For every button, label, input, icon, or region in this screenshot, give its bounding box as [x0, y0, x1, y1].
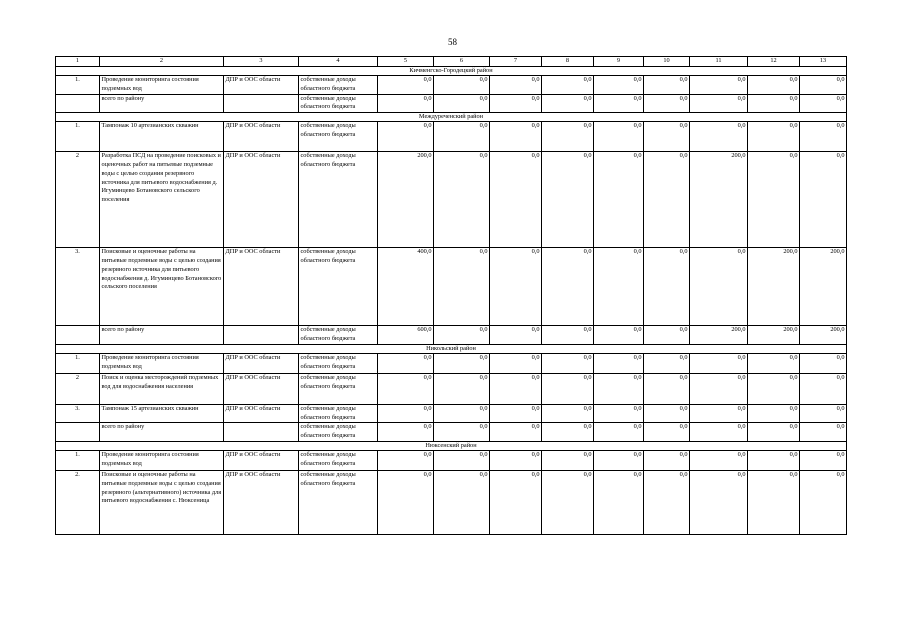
value-cell: 0,0: [748, 94, 800, 113]
funding-source: собственные доходы областного бюджета: [299, 248, 378, 326]
value-cell: 0,0: [800, 152, 847, 248]
district-heading-row: [56, 113, 847, 122]
value-cell: 0,0: [542, 94, 594, 113]
value-cell: 0,0: [800, 76, 847, 95]
value-cell: 0,0: [800, 353, 847, 373]
value-cell: 0,0: [748, 152, 800, 248]
column-header: 10: [644, 57, 690, 67]
table-row: [56, 122, 847, 152]
column-header: 2: [100, 57, 224, 67]
value-cell: 0,0: [748, 122, 800, 152]
table-body: [56, 57, 847, 535]
value-cell: 200,0: [690, 152, 748, 248]
value-cell: 0,0: [594, 404, 644, 423]
value-cell: 0,0: [690, 353, 748, 373]
value-cell: 0,0: [594, 248, 644, 326]
row-number: 1.: [56, 76, 100, 95]
activity-name: Разработка ПСД на проведение поисковых и оценочных работ на питьевые подземные воды с целью создания резервного источника для питьевого водоснабжения д. Игуминцево Ботановского сельского поселения: [100, 152, 224, 248]
value-cell: 0,0: [490, 470, 542, 534]
value-cell: 0,0: [490, 94, 542, 113]
executor: [224, 423, 299, 442]
funding-source: собственные доходы областного бюджета: [299, 94, 378, 113]
value-cell: 0,0: [594, 94, 644, 113]
value-cell: 0,0: [378, 423, 434, 442]
value-cell: 0,0: [542, 122, 594, 152]
value-cell: 200,0: [800, 326, 847, 345]
value-cell: 0,0: [490, 326, 542, 345]
value-cell: 600,0: [378, 326, 434, 345]
table-row: [56, 423, 847, 442]
funding-source: собственные доходы областного бюджета: [299, 404, 378, 423]
executor: ДПР и ООС области: [224, 450, 299, 470]
value-cell: 0,0: [542, 326, 594, 345]
value-cell: 200,0: [748, 326, 800, 345]
funding-source: собственные доходы областного бюджета: [299, 470, 378, 534]
value-cell: 0,0: [644, 122, 690, 152]
funding-source: собственные доходы областного бюджета: [299, 373, 378, 404]
table-row: [56, 76, 847, 95]
table-row: [56, 404, 847, 423]
value-cell: 0,0: [542, 76, 594, 95]
column-header: 12: [748, 57, 800, 67]
value-cell: 0,0: [490, 404, 542, 423]
table-row: [56, 248, 847, 326]
district-heading-row: [56, 344, 847, 353]
value-cell: 0,0: [434, 326, 490, 345]
funding-source: собственные доходы областного бюджета: [299, 423, 378, 442]
executor: [224, 94, 299, 113]
value-cell: 0,0: [490, 353, 542, 373]
value-cell: 0,0: [378, 373, 434, 404]
district-heading-row: [56, 441, 847, 450]
value-cell: 0,0: [594, 122, 644, 152]
value-cell: 0,0: [644, 76, 690, 95]
activity-name: Поиск и оценка месторождений подземных вод для водоснабжения населения: [100, 373, 224, 404]
value-cell: 0,0: [490, 423, 542, 442]
value-cell: 0,0: [800, 470, 847, 534]
funding-source: собственные доходы областного бюджета: [299, 76, 378, 95]
value-cell: 0,0: [690, 423, 748, 442]
activity-name: Поисковые и оценочные работы на питьевые подземные воды с целью создания резервного источника для питьевого водоснабжения д. Игуминцево Ботановского сельского поселения: [100, 248, 224, 326]
value-cell: 0,0: [644, 423, 690, 442]
value-cell: 0,0: [378, 122, 434, 152]
value-cell: 0,0: [748, 470, 800, 534]
value-cell: 0,0: [644, 470, 690, 534]
row-number: 1.: [56, 353, 100, 373]
activity-name: всего по району: [100, 423, 224, 442]
executor: ДПР и ООС области: [224, 470, 299, 534]
district-heading-row: [56, 67, 847, 76]
executor: ДПР и ООС области: [224, 122, 299, 152]
column-header: 5: [378, 57, 434, 67]
value-cell: 0,0: [690, 373, 748, 404]
value-cell: 0,0: [542, 353, 594, 373]
value-cell: 0,0: [378, 76, 434, 95]
activity-name: Проведение мониторинга состояния подземных вод: [100, 76, 224, 95]
value-cell: 0,0: [594, 76, 644, 95]
value-cell: 0,0: [594, 326, 644, 345]
value-cell: 0,0: [434, 152, 490, 248]
value-cell: 0,0: [542, 423, 594, 442]
value-cell: 0,0: [542, 470, 594, 534]
value-cell: 0,0: [594, 470, 644, 534]
activity-name: Проведение мониторинга состояния подземных вод: [100, 450, 224, 470]
activity-name: всего по району: [100, 94, 224, 113]
value-cell: 0,0: [800, 94, 847, 113]
value-cell: 0,0: [644, 248, 690, 326]
value-cell: 200,0: [800, 248, 847, 326]
value-cell: 0,0: [594, 423, 644, 442]
value-cell: 0,0: [644, 152, 690, 248]
value-cell: 0,0: [690, 470, 748, 534]
value-cell: 0,0: [434, 470, 490, 534]
value-cell: 0,0: [644, 404, 690, 423]
executor: ДПР и ООС области: [224, 353, 299, 373]
table-row: [56, 94, 847, 113]
value-cell: 0,0: [542, 373, 594, 404]
row-number: 3.: [56, 248, 100, 326]
value-cell: 0,0: [644, 353, 690, 373]
value-cell: 0,0: [378, 470, 434, 534]
column-header: 9: [594, 57, 644, 67]
value-cell: 200,0: [690, 326, 748, 345]
table-row: [56, 353, 847, 373]
value-cell: 0,0: [800, 373, 847, 404]
row-number: 1.: [56, 122, 100, 152]
activity-name: Тампонаж 10 артезианских скважин: [100, 122, 224, 152]
value-cell: 0,0: [690, 450, 748, 470]
funding-source: собственные доходы областного бюджета: [299, 122, 378, 152]
value-cell: 0,0: [800, 404, 847, 423]
row-number: 2.: [56, 470, 100, 534]
value-cell: 200,0: [378, 152, 434, 248]
value-cell: 0,0: [434, 404, 490, 423]
column-header: 11: [690, 57, 748, 67]
value-cell: 0,0: [800, 122, 847, 152]
executor: ДПР и ООС области: [224, 248, 299, 326]
activity-name: Тампонаж 15 артезианских скважин: [100, 404, 224, 423]
value-cell: 0,0: [490, 122, 542, 152]
value-cell: 0,0: [748, 373, 800, 404]
activity-name: Проведение мониторинга состояния подземных вод: [100, 353, 224, 373]
value-cell: 0,0: [434, 353, 490, 373]
value-cell: 0,0: [644, 326, 690, 345]
value-cell: 0,0: [800, 423, 847, 442]
value-cell: 0,0: [644, 94, 690, 113]
value-cell: 0,0: [542, 404, 594, 423]
column-header: 3: [224, 57, 299, 67]
row-number: [56, 423, 100, 442]
value-cell: 0,0: [542, 152, 594, 248]
district-title: Междуреченский район: [56, 113, 847, 122]
executor: ДПР и ООС области: [224, 152, 299, 248]
row-number: 2: [56, 373, 100, 404]
value-cell: 0,0: [434, 122, 490, 152]
table-row: [56, 450, 847, 470]
value-cell: 0,0: [690, 122, 748, 152]
funding-source: собственные доходы областного бюджета: [299, 152, 378, 248]
value-cell: 0,0: [378, 450, 434, 470]
activity-name: всего по району: [100, 326, 224, 345]
value-cell: 200,0: [748, 248, 800, 326]
column-header: 1: [56, 57, 100, 67]
value-cell: 0,0: [434, 423, 490, 442]
district-title: Кичменгско-Городецкий район: [56, 67, 847, 76]
funding-source: собственные доходы областного бюджета: [299, 326, 378, 345]
value-cell: 0,0: [644, 373, 690, 404]
table-row: [56, 326, 847, 345]
value-cell: 0,0: [490, 152, 542, 248]
row-number: 3.: [56, 404, 100, 423]
value-cell: 0,0: [434, 373, 490, 404]
district-title: Никольский район: [56, 344, 847, 353]
value-cell: 0,0: [594, 373, 644, 404]
column-header: 7: [490, 57, 542, 67]
value-cell: 0,0: [378, 94, 434, 113]
value-cell: 400,0: [378, 248, 434, 326]
executor: ДПР и ООС области: [224, 76, 299, 95]
value-cell: 0,0: [748, 423, 800, 442]
funding-source: собственные доходы областного бюджета: [299, 450, 378, 470]
header-row: [56, 57, 847, 67]
column-header: 13: [800, 57, 847, 67]
table-row: [56, 470, 847, 534]
value-cell: 0,0: [748, 353, 800, 373]
value-cell: 0,0: [542, 248, 594, 326]
funding-source: собственные доходы областного бюджета: [299, 353, 378, 373]
executor: ДПР и ООС области: [224, 404, 299, 423]
value-cell: 0,0: [378, 404, 434, 423]
row-number: [56, 326, 100, 345]
executor: [224, 326, 299, 345]
value-cell: 0,0: [748, 404, 800, 423]
budget-table: [55, 56, 847, 535]
value-cell: 0,0: [490, 248, 542, 326]
value-cell: 0,0: [690, 404, 748, 423]
value-cell: 0,0: [748, 450, 800, 470]
value-cell: 0,0: [690, 248, 748, 326]
row-number: 2: [56, 152, 100, 248]
value-cell: 0,0: [594, 353, 644, 373]
value-cell: 0,0: [490, 76, 542, 95]
row-number: 1.: [56, 450, 100, 470]
value-cell: 0,0: [490, 373, 542, 404]
value-cell: 0,0: [434, 450, 490, 470]
value-cell: 0,0: [690, 94, 748, 113]
column-header: 4: [299, 57, 378, 67]
district-title: Нюксенский район: [56, 441, 847, 450]
value-cell: 0,0: [490, 450, 542, 470]
value-cell: 0,0: [748, 76, 800, 95]
value-cell: 0,0: [800, 450, 847, 470]
table-row: [56, 373, 847, 404]
value-cell: 0,0: [378, 353, 434, 373]
value-cell: 0,0: [594, 450, 644, 470]
value-cell: 0,0: [434, 94, 490, 113]
column-header: 6: [434, 57, 490, 67]
value-cell: 0,0: [542, 450, 594, 470]
row-number: [56, 94, 100, 113]
column-header: 8: [542, 57, 594, 67]
value-cell: 0,0: [690, 76, 748, 95]
value-cell: 0,0: [434, 76, 490, 95]
value-cell: 0,0: [594, 152, 644, 248]
value-cell: 0,0: [644, 450, 690, 470]
activity-name: Поисковые и оценочные работы на питьевые подземные воды с целью создания резервного (альтернативного) источника для питьевого водоснабжения с. Нюксеница: [100, 470, 224, 534]
page-number: 58: [448, 37, 457, 47]
value-cell: 0,0: [434, 248, 490, 326]
executor: ДПР и ООС области: [224, 373, 299, 404]
table-row: [56, 152, 847, 248]
